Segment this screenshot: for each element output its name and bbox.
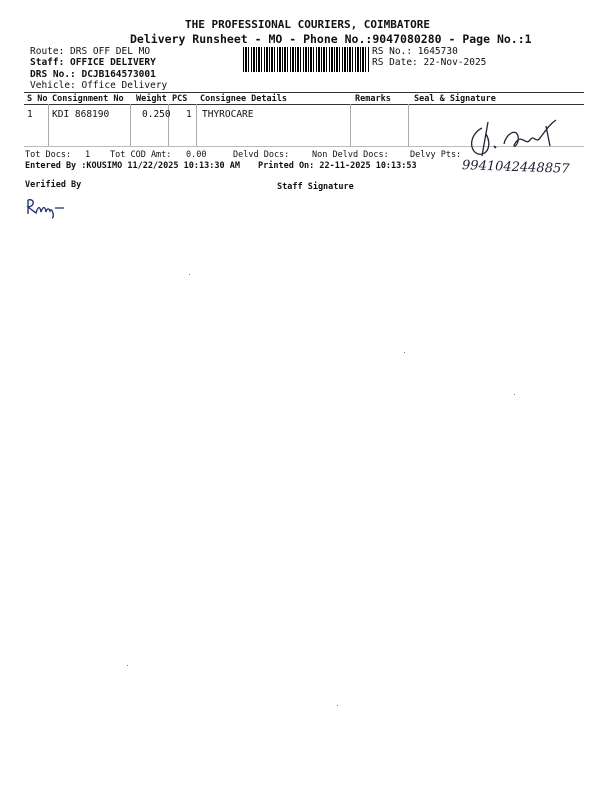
handwritten-phone: 9941042448857 bbox=[461, 158, 570, 177]
tot-cod-label: Tot COD Amt: bbox=[110, 150, 172, 160]
runsheet-title: Delivery Runsheet - MO - Phone No.:9047080280 - Page No.:1 bbox=[130, 32, 532, 46]
drs-number: DRS No.: DCJB164573001 bbox=[30, 69, 156, 80]
rs-number: RS No.: 1645730 bbox=[372, 46, 458, 57]
scan-speck bbox=[514, 394, 515, 395]
staff-label: Staff: OFFICE DELIVERY bbox=[30, 57, 156, 68]
vehicle-label: Vehicle: Office Delivery bbox=[30, 80, 168, 91]
col-seal-signature: Seal & Signature bbox=[414, 94, 496, 104]
column-divider bbox=[48, 104, 49, 146]
barcode bbox=[243, 47, 369, 72]
non-delvd-docs-label: Non Delvd Docs: bbox=[312, 150, 389, 160]
tot-docs-label: Tot Docs: bbox=[25, 150, 72, 160]
table-top-rule bbox=[24, 92, 584, 93]
scan-speck bbox=[337, 705, 338, 706]
col-pcs: PCS bbox=[172, 94, 188, 104]
entered-by: Entered By :KOUSIMO 11/22/2025 10:13:30 AM bbox=[25, 161, 240, 171]
staff-signature-label: Staff Signature bbox=[277, 182, 354, 192]
printed-on: Printed On: 22-11-2025 10:13:53 bbox=[258, 161, 417, 171]
column-divider bbox=[196, 104, 197, 146]
tot-cod-value: 0.00 bbox=[186, 150, 207, 160]
column-divider bbox=[408, 104, 409, 146]
rs-date: RS Date: 22-Nov-2025 bbox=[372, 57, 487, 68]
col-weight: Weight bbox=[136, 94, 167, 104]
column-divider bbox=[130, 104, 131, 146]
col-consignee-details: Consignee Details bbox=[200, 94, 287, 104]
tot-docs-value: 1 bbox=[85, 150, 91, 160]
table-header-rule bbox=[24, 104, 584, 105]
verifier-signature bbox=[24, 196, 74, 220]
cell-sno: 1 bbox=[27, 109, 33, 120]
company-name: THE PROFESSIONAL COURIERS, COIMBATORE bbox=[185, 18, 431, 31]
scan-speck bbox=[189, 274, 190, 275]
col-consignment-no: Consignment No bbox=[52, 94, 124, 104]
cell-pcs: 1 bbox=[186, 109, 192, 120]
delvy-pts-label: Delvy Pts: bbox=[410, 150, 462, 160]
cell-consignee: THYROCARE bbox=[202, 109, 254, 120]
cell-consignment-no: KDI 868190 bbox=[52, 109, 110, 120]
scan-speck bbox=[127, 665, 128, 666]
column-divider bbox=[350, 104, 351, 146]
verified-by-label: Verified By bbox=[25, 180, 82, 190]
delvd-docs-label: Delvd Docs: bbox=[233, 150, 290, 160]
scan-speck bbox=[404, 352, 405, 353]
col-sno: S No bbox=[27, 94, 48, 104]
cell-weight: 0.250 bbox=[142, 109, 171, 120]
route-label: Route: DRS OFF DEL MO bbox=[30, 46, 151, 57]
col-remarks: Remarks bbox=[355, 94, 391, 104]
